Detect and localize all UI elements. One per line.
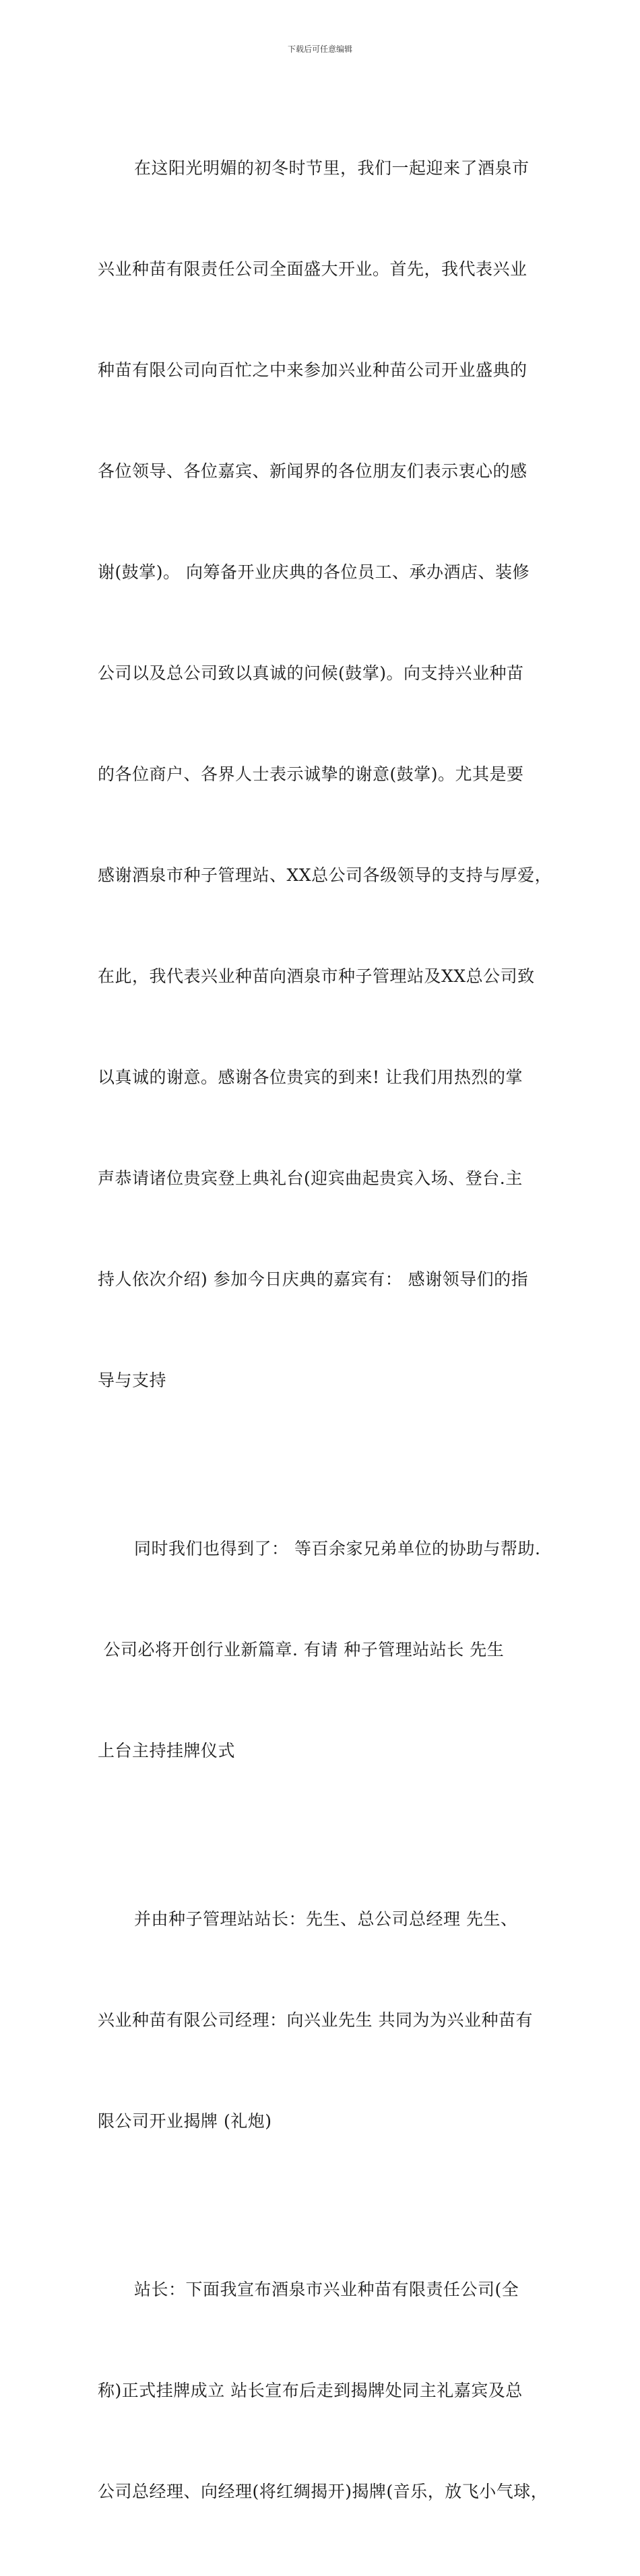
text-line: 并由种子管理站站长：先生、总公司总经理 先生、 [134, 1909, 518, 1929]
text-line: 在此，我代表兴业种苗向酒泉市种子管理站及XX总公司致 [98, 966, 535, 986]
text-line: 公司总经理、向经理(将红绸揭开)揭牌(音乐，放飞小气球， [98, 2482, 548, 2501]
text-line: 持人依次介绍) 参加今日庆典的嘉宾有： 感谢领导们的指 [98, 1269, 529, 1289]
text-line: 称)正式挂牌成立 站长宣布后走到揭牌处同主礼嘉宾及总 [98, 2381, 523, 2400]
text-line: 兴业种苗有限公司经理：向兴业先生 共同为为兴业种苗有 [98, 2010, 533, 2030]
paragraph-opening [98, 84, 552, 1465]
text-line: 同时我们也得到了： 等百余家兄弟单位的协助与帮助. [134, 1539, 541, 1558]
paragraph-unveiling [98, 1835, 549, 2206]
text-line: 公司必将开创行业新篇章. 有请 种子管理站站长 先生 [98, 1640, 505, 1659]
text-line: 兴业种苗有限责任公司全面盛大开业。首先，我代表兴业 [98, 259, 527, 279]
text-line: 感谢酒泉市种子管理站、XX总公司各级领导的支持与厚爱， [98, 865, 552, 885]
text-line: 站长：下面我宣布酒泉市兴业种苗有限责任公司(全 [134, 2280, 519, 2299]
document-body [98, 84, 552, 2576]
text-line: 种苗有限公司向百忙之中来参加兴业种苗公司开业盛典的 [98, 360, 527, 380]
text-line: 各位领导、各位嘉宾、新闻界的各位朋友们表示衷心的感 [98, 461, 527, 481]
text-line: 的各位商户、各界人士表示诚挚的谢意(鼓掌)。尤其是要 [98, 764, 524, 784]
text-line: 声恭请诸位贵宾登上典礼台(迎宾曲起贵宾入场、登台.主 [98, 1168, 523, 1188]
page-header: 下载后可任意编辑 [287, 44, 352, 54]
text-line: 在这阳光明媚的初冬时节里，我们一起迎来了酒泉市 [134, 158, 530, 178]
paragraph-announcement [98, 2206, 549, 2576]
text-line: 谢(鼓掌)。 向筹备开业庆典的各位员工、承办酒店、装修 [98, 562, 530, 582]
text-line: 上台主持挂牌仪式 [98, 1741, 236, 1760]
paragraph-assistance [98, 1465, 549, 1835]
text-line: 以真诚的谢意。感谢各位贵宾的到来! 让我们用热烈的掌 [98, 1067, 523, 1087]
text-line: 导与支持 [98, 1370, 167, 1390]
text-line: 限公司开业揭牌 (礼炮) [98, 2111, 272, 2131]
text-line: 公司以及总公司致以真诚的问候(鼓掌)。向支持兴业种苗 [98, 663, 524, 683]
